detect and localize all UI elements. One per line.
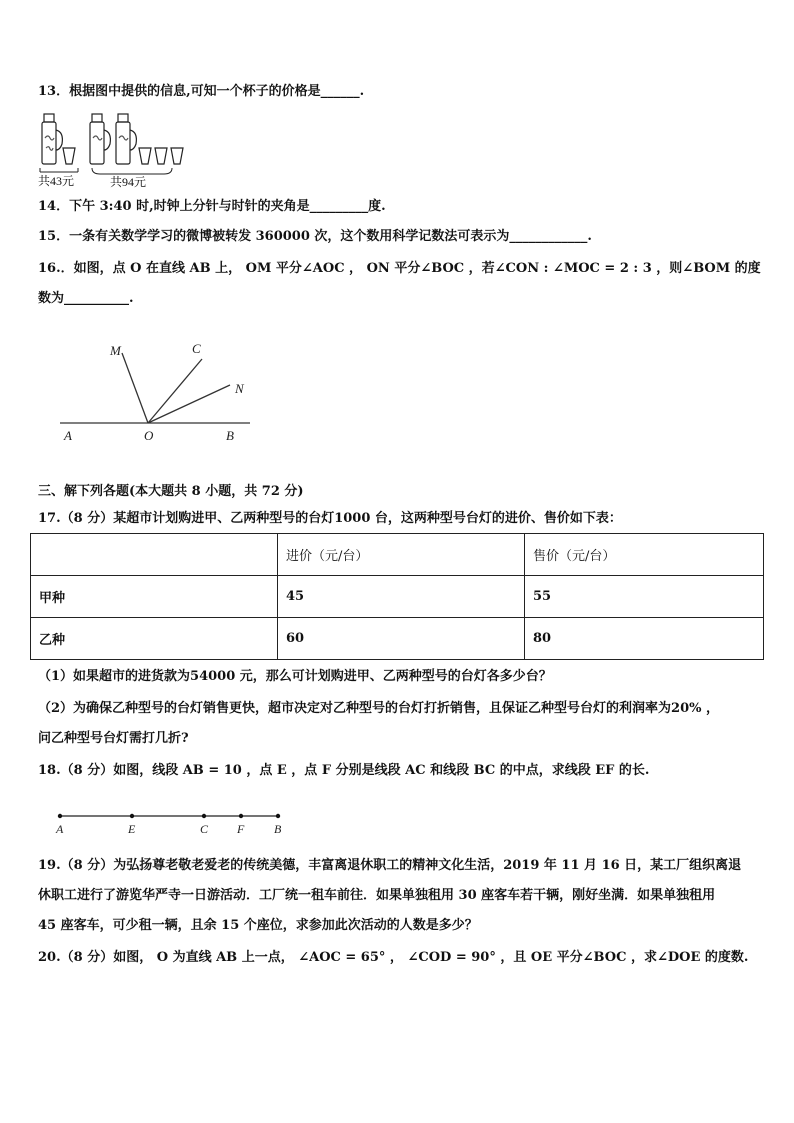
table-cell: 80 — [525, 618, 764, 660]
question-19-line2: 休职工进行了游览华严寺一日游活动．工厂统一租车前往．如果单独租用 30 座客车若干辆，刚好坐满．如果单独租用 — [38, 888, 716, 903]
table-row — [31, 576, 764, 618]
label-A: A — [56, 822, 64, 836]
question-17-intro: 17.（8 分）某超市计划购进甲、乙两种型号的台灯1000 台，这两种型号台灯的进价、售价如下表： — [38, 511, 622, 526]
table-header-cell — [31, 534, 278, 576]
question-18: 18.（8 分）如图，线段 AB = 10 ，点 E ，点 F 分别是线段 AC 和线段 BC 的中点，求线段 EF 的长. — [38, 763, 650, 778]
table-header-cell: 售价（元/台） — [525, 534, 764, 576]
question-13: 13．根据图中提供的信息,可知一个杯子的价格是______. — [38, 84, 365, 99]
question-17-sub2-line1: （2）为确保乙种型号的台灯销售更快，超市决定对乙种型号的台灯打折销售，且保证乙种型号台灯的利润率为20% ， — [38, 701, 720, 716]
question-17-sub1: （1）如果超市的进货款为54000 元，那么可计划购进甲、乙两种型号的台灯各多少台？ — [38, 669, 552, 684]
table-cell: 乙种 — [31, 618, 278, 660]
label-E: E — [128, 822, 136, 836]
thermos-icon — [42, 114, 62, 164]
label-B: B — [226, 428, 234, 443]
question-14: 14．下午 3:40 时,时钟上分针与时针的夹角是_________度. — [38, 199, 386, 214]
thermos-icon — [116, 114, 136, 164]
table-header-cell: 进价（元/台） — [278, 534, 525, 576]
thermos-icon — [90, 114, 110, 164]
label-C: C — [192, 341, 201, 356]
table-cell: 55 — [525, 576, 764, 618]
question-19-line1: 19.（8 分）为弘扬尊老敬老爱老的传统美德，丰富离退休职工的精神文化生活，2019 年 11 月 16 日，某工厂组织离退 — [38, 858, 742, 873]
question-16-line1: 16.．如图，点 O 在直线 AB 上， OM 平分∠AOC ， ON 平分∠BOC ，若∠CON : ∠MOC = 2 : 3 ，则∠BOM 的度 — [38, 261, 761, 276]
table-cell: 甲种 — [31, 576, 278, 618]
label-left-total: 共43元 — [38, 174, 75, 188]
table-row — [31, 618, 764, 660]
angle-figure-q16 — [50, 335, 270, 450]
table-cell: 60 — [278, 618, 525, 660]
question-16-line2: 数为__________. — [38, 291, 134, 306]
cup-icon — [139, 148, 183, 164]
label-M: M — [110, 343, 121, 358]
label-B: B — [274, 822, 282, 836]
question-17-sub2-line2: 问乙种型号台灯需打几折? — [38, 731, 189, 746]
table-cell: 45 — [278, 576, 525, 618]
label-C: C — [200, 822, 209, 836]
question-20: 20.（8 分）如图， O 为直线 AB 上一点， ∠AOC = 65° ， ∠COD = 90° ，且 OE 平分∠BOC ，求∠DOE 的度数. — [38, 950, 749, 965]
label-right-total: 共94元 — [110, 175, 147, 189]
cup-icon — [63, 148, 75, 164]
section-3-title: 三、解下列各题(本大题共 8 小题，共 72 分) — [38, 484, 304, 499]
question-19-line3: 45 座客车，可少租一辆，且余 15 个座位，求参加此次活动的人数是多少？ — [38, 918, 478, 933]
question-15: 15．一条有关数学学习的微博被转发 360000 次，这个数用科学记数法可表示为____________. — [38, 229, 592, 244]
table-row — [31, 534, 764, 576]
label-F: F — [237, 822, 245, 836]
label-O: O — [144, 428, 154, 443]
label-N: N — [235, 381, 244, 396]
price-table — [30, 533, 764, 660]
thermos-cups-figure — [34, 110, 194, 190]
label-A: A — [64, 428, 72, 443]
segment-figure-q18 — [52, 808, 292, 840]
